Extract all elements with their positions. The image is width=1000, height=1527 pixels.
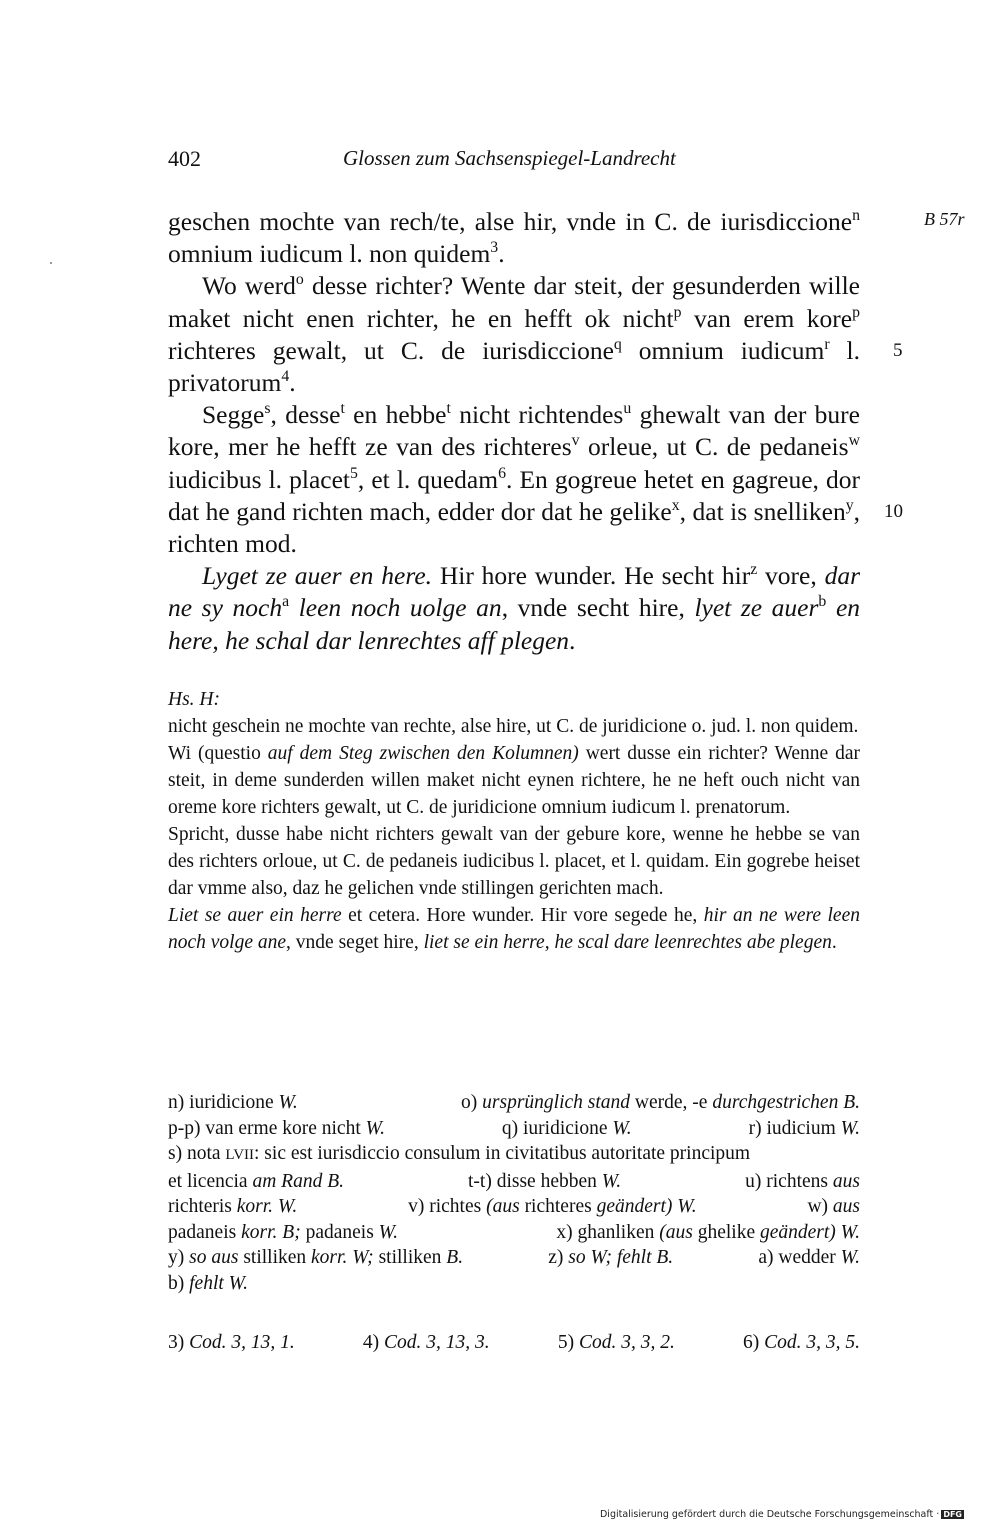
main-paragraph-3: Segge$^s$, desse$^t$ en hebbe$^t$ nicht richtendes$^u$ ghewalt van der bure kore, mer he hefft ze van des richteres$^v$ orleue, ut C. de pedaneis$^w$ iudicibus l. placet$^5$, et l. quedam$^6$. En gogreue hetet en gagreue, dor dat he gand richten mach, edder dor dat he gelike$^x$, dat is snelliken$^y$, richten mod.: [168, 400, 860, 559]
main-paragraph-4: Lyget ze auer en here. Hir hore wunder. He secht hir$^z$ vore, dar ne sy noch$^a$ leen noch uolge an, vnde secht hire, lyet ze auer$^b$ en here, he schal dar lenrechtes aff plegen.: [168, 561, 861, 655]
main-text: [168, 206, 860, 657]
source-footnotes: [168, 1332, 860, 1354]
footnote-4: 4) Cod. 3, 13, 3.: [362, 1332, 490, 1353]
hs-paragraph-2: Wi (questio auf dem Steg zwischen den Kolumnen) wert dusse ein richter? Wenne dar steit, in deme sunderden willen maket nicht eynen richtere, he ne heft ouch nicht van oreme kore richters gewalt, ut C. de juridicione omnium iudicum l. prenatorum.: [168, 743, 861, 818]
apparatus-row-7: y) so aus stilliken korr. W; stilliken B. z) so W; fehlt B. a) wedder W.: [168, 1247, 860, 1268]
apparatus: [168, 1090, 860, 1296]
margin-line-5: 5: [893, 340, 903, 361]
margin-line-10: 10: [884, 501, 903, 522]
hs-paragraph-1: nicht geschein ne mochte van rechte, alse hire, ut C. de juridicione o. jud. l. non quidem.: [168, 716, 859, 737]
main-paragraph-1: geschen mochte van rech/te, alse hir, vnde in C. de iurisdiccione$^n$ omnium iudicum l. non quidem$^3$.: [168, 207, 860, 269]
footnote-3: 3) Cod. 3, 13, 1.: [168, 1332, 295, 1353]
apparatus-row-2: p-p) van erme kore nicht W. q) iuridicione W. r) iudicium W.: [168, 1117, 860, 1139]
hs-h-variant: [168, 686, 860, 956]
apparatus-row-5: richteris korr. W. v) richtes (aus richteres geändert) W. w) aus: [168, 1196, 860, 1217]
digitization-credit: Digitalisierung gefördert durch die Deutsche Forschungsgemeinschaft · DFG: [599, 1509, 962, 1520]
dfg-logo: DFG: [943, 1510, 962, 1519]
apparatus-row-6: padaneis korr. B; padaneis W. x) ghanliken (aus ghelike geändert) W.: [168, 1221, 860, 1243]
hs-heading: Hs. H:: [168, 689, 220, 710]
apparatus-row-8: b) fehlt W.: [168, 1272, 248, 1294]
margin-folio: B 57r: [924, 209, 965, 229]
scan-speck: [50, 262, 52, 264]
running-title: Glossen zum Sachsenspiegel-Landrecht: [343, 146, 676, 170]
apparatus-row-4: et licencia am Rand B. t-t) disse hebben W. u) richtens aus: [168, 1170, 860, 1192]
footnote-5: 5) Cod. 3, 3, 2.: [557, 1332, 675, 1353]
apparatus-row-1: n) iuridicione W. o) ursprünglich stand werde, -e durchgestrichen B.: [168, 1092, 860, 1113]
page-number: 402: [168, 146, 201, 171]
apparatus-row-3: s) nota LVII: sic est iurisdiccio consulum in civitatibus autoritate principum: [168, 1143, 751, 1164]
hs-paragraph-3: Spricht, dusse habe nicht richters gewalt van der gebure kore, wenne he hebbe se van des richters orloue, ut C. de pedaneis iudicibus l. placet, et l. quidam. Ein gogrebe heiset dar vmme also, daz he gelichen vnde stillingen gerichten mach.: [168, 824, 860, 899]
hs-paragraph-4: Liet se auer ein herre et cetera. Hore wunder. Hir vore segede he, hir an ne were leen noch volge ane, vnde seget hire, liet se ein herre, he scal dare leenrechtes abe plegen.: [168, 905, 860, 953]
main-paragraph-2: Wo werd$^o$ desse richter? Wente dar steit, der gesunderden wille maket nicht enen richter, he en hefft ok nicht$^p$ van erem kore$^p$ richteres gewalt, ut C. de iurisdiccione$^q$ omnium iudicum$^r$ l. privatorum$^4$.: [168, 271, 861, 398]
footnote-6: 6) Cod. 3, 3, 5.: [742, 1332, 860, 1353]
